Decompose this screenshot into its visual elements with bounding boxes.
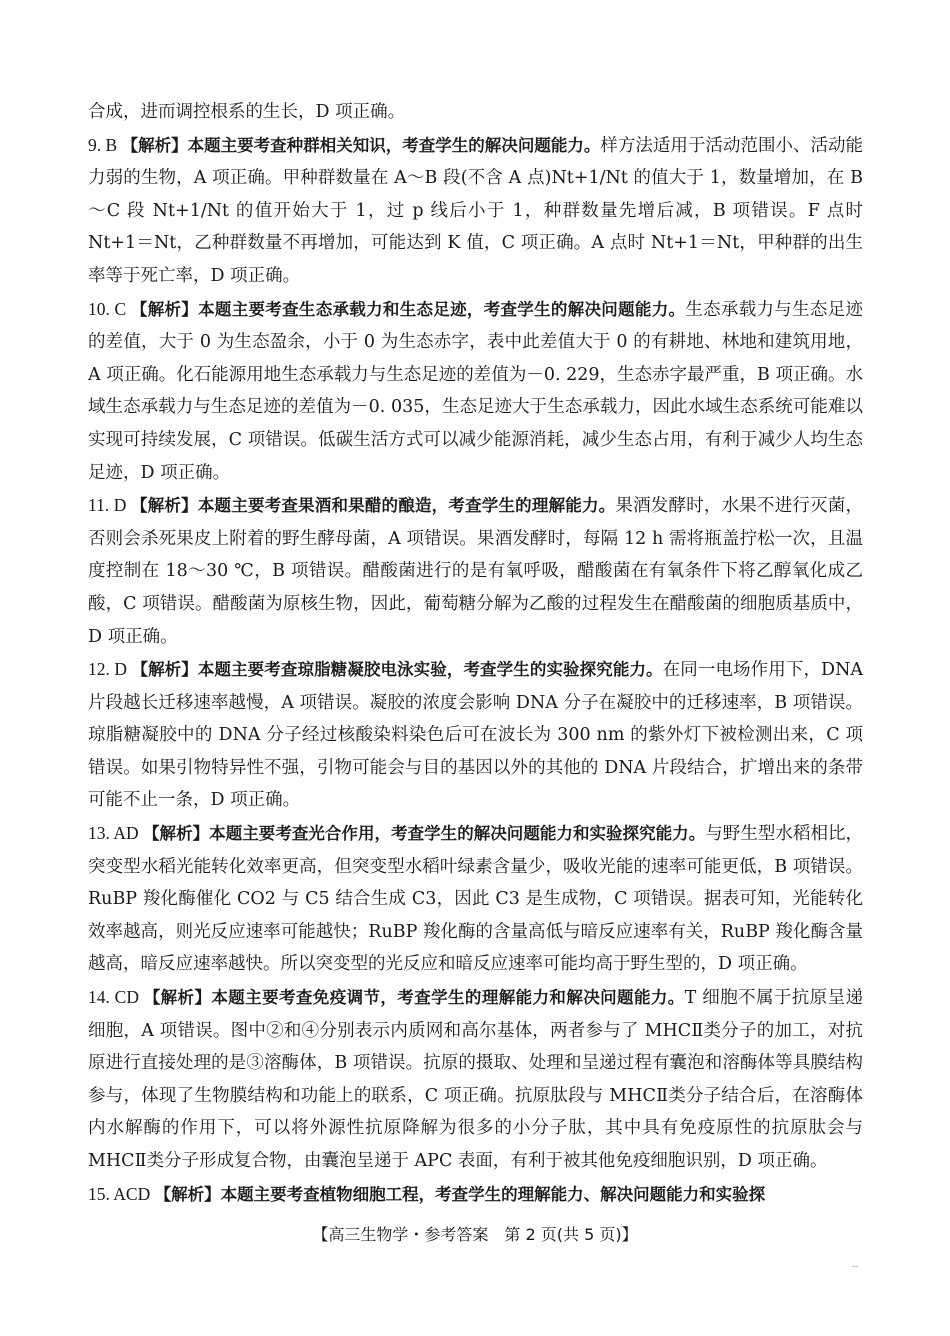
answer-number: 15. ACD	[88, 1183, 155, 1204]
answer-number: 14. CD	[88, 987, 144, 1008]
answer-number: 11. D	[88, 495, 132, 516]
analysis-tag: 【解析】	[131, 496, 198, 516]
analysis-lead: 本题主要考查琼脂糖凝胶电泳实验，考查学生的实验探究能力。	[197, 660, 663, 680]
corner-mark: --	[852, 1262, 859, 1272]
analysis-tag: 【解析】	[143, 988, 212, 1008]
answer-number: 9. B	[88, 134, 122, 155]
analysis-text: 样方法适用于活动范围小、活动能力弱的生物，A 项正确。甲种群数量在 A～B 段(不含 A 点)Nt+1/Nt 的值大于 1，数量增加，在 B～C 段 Nt+1/Nt 的值开始大于 1，过 p 线后小于 1，种群数量先增后减，B 项错误。F 点时 Nt+1＝Nt，乙种群数量不再增加，可能达到 K 值，C 项正确。A 点时 Nt+1＝Nt，甲种群的出生率等于死亡率，D 项正确。	[88, 135, 864, 286]
analysis-text: 生态承载力与生态足迹的差值，大于 0 为生态盈余，小于 0 为生态赤字，表中此差值大于 0 的有耕地、林地和建筑用地，A 项正确。化石能源用地生态承载力与生态足迹的差值为－0. 229，生态赤字最严重，B 项正确。水域生态承载力与生态足迹的差值为－0. 035，生态足迹大于生态承载力，因此水域生态系统可能难以实现可持续发展，C 项错误。低碳生活方式可以减少能源消耗，减少生态占用，有利于减少人均生态足迹，D 项正确。	[88, 299, 864, 483]
answer-item	[88, 981, 863, 1178]
analysis-text: 在同一电场作用下，DNA 片段越长迁移速率越慢，A 项错误。凝胶的浓度会影响 DNA 分子在凝胶中的迁移速率，B 项错误。琼脂糖凝胶中的 DNA 分子经过核酸染料染色后可在波长为 300 nm 的紫外灯下被检测出来，C 项错误。如果引物特异性不强，引物可能会与目的基因以外的其他的 DNA 片段结合，扩增出来的条带可能不止一条，D 项正确。	[88, 660, 864, 811]
answer-item	[88, 1178, 863, 1212]
analysis-tag: 【解析】	[131, 660, 198, 680]
answer-number: 12. D	[88, 659, 132, 680]
analysis-tag: 【解析】	[143, 824, 210, 844]
answer-item	[88, 653, 863, 817]
analysis-lead: 本题主要考查免疫调节，考查学生的理解能力和解决问题能力。	[211, 988, 685, 1008]
analysis-tag: 【解析】	[121, 135, 188, 155]
answer-item	[88, 817, 863, 981]
answer-list	[88, 129, 863, 1212]
answer-number: 13. AD	[88, 823, 144, 844]
analysis-tag: 【解析】	[130, 299, 199, 319]
analysis-tag: 【解析】	[154, 1184, 221, 1204]
analysis-lead: 本题主要考查光合作用，考查学生的解决问题能力和实验探究能力。	[209, 824, 706, 844]
answer-number: 10. C	[88, 298, 131, 319]
page-footer: 【高三生物学・参考答案 第 2 页(共 5 页)】	[312, 1225, 638, 1244]
answer-item	[88, 129, 863, 293]
analysis-lead: 本题主要考查种群相关知识，考查学生的解决问题能力。	[187, 135, 601, 155]
answer-page	[88, 96, 863, 1211]
answer-item	[88, 489, 863, 653]
analysis-lead: 本题主要考查生态承载力和生态足迹，考查学生的解决问题能力。	[198, 299, 686, 319]
continuation-text: 合成，进而调控根系的生长，D 项正确。	[88, 102, 406, 122]
analysis-lead: 本题主要考查植物细胞工程，考查学生的理解能力、解决问题能力和实验探	[220, 1184, 766, 1204]
analysis-lead: 本题主要考查果酒和果醋的酿造，考查学生的理解能力。	[197, 496, 616, 516]
analysis-text: T 细胞不属于抗原呈递细胞，A 项错误。图中②和④分别表示内质网和高尔基体，两者参与了 MHCⅡ类分子的加工，对抗原进行直接处理的是③溶酶体，B 项错误。抗原的摄取、处理和呈递过程有囊泡和溶酶体等具膜结构参与，体现了生物膜结构和功能上的联系，C 项正确。抗原肽段与 MHCⅡ类分子结合后，在溶酶体内水解酶的作用下，可以将外源性抗原降解为很多的小分子肽，其中具有免疫原性的抗原肽会与 MHCⅡ类分子形成复合物，由囊泡呈递于 APC 表面，有利于被其他免疫细胞识别，D 项正确。	[88, 988, 864, 1171]
analysis-text: 与野生型水稻相比，突变型水稻光能转化效率更高，但突变型水稻叶绿素含量少，吸收光能的速率可能更低，B 项错误。RuBP 羧化酶催化 CO2 与 C5 结合生成 C3，因此 C3 是生成物，C 项错误。据表可知，光能转化效率越高，则光反应速率可能越快；RuBP 羧化酶的含量高低与暗反应速率有关，RuBP 羧化酶含量越高，暗反应速率越快。所以突变型的光反应和暗反应速率可能均高于野生型的，D 项正确。	[88, 824, 864, 975]
analysis-text: 果酒发酵时，水果不进行灭菌，否则会杀死果皮上附着的野生酵母菌，A 项错误。果酒发酵时，每隔 12 h 需将瓶盖拧松一次，且温度控制在 18～30 ℃，B 项错误。醋酸菌进行的是有氧呼吸，醋酸菌在有氧条件下将乙醇氧化成乙酸，C 项错误。醋酸菌为原核生物，因此，葡萄糖分解为乙酸的过程发生在醋酸菌的细胞质基质中，D 项正确。	[88, 496, 864, 647]
answer-item	[88, 293, 863, 490]
